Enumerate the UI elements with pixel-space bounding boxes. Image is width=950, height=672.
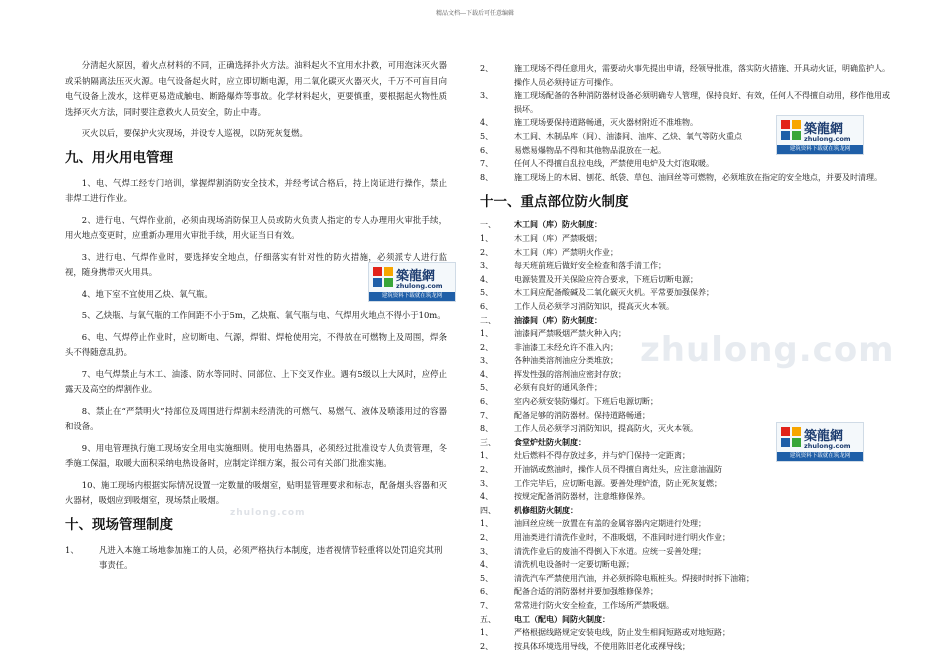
item-number: 2、	[480, 64, 494, 73]
subsection-title-text: 机修组防火制度：	[514, 504, 578, 515]
subsection-number: 四、	[480, 505, 496, 515]
list-item	[480, 585, 890, 599]
item-text: 挥发性强的溶剂油应密封存放；	[514, 369, 626, 379]
item-number: 5、	[480, 573, 494, 583]
item-text: 施工现场不得任意用火，需要动火事先提出申请，经领导批准，落实防火措施、开具动火证，明确监护人。操作人员必须持证方可操作。	[514, 64, 890, 87]
item-text: 严格根据线路规定安装电线，防止发生相间短路或对地短路；	[514, 628, 730, 638]
list-item	[480, 89, 890, 116]
list-item	[480, 395, 890, 409]
item-text: 每天班前班后做好安全检查和落手清工作；	[514, 261, 666, 271]
subsection-title-text: 电工（配电）间防火制度：	[514, 613, 610, 624]
item-number: 8、	[480, 424, 494, 434]
item-number: 1、	[480, 329, 494, 339]
list-item: 9、用电管理执行施工现场安全用电实施细则。使用电热器具，必须经过批准设专人负责管理，冬季施工保温，取暖大面积采纳电热设备时，应制定详细方案，报公司有关部门批准实施。	[65, 442, 447, 468]
zhulong-logo	[776, 115, 864, 155]
item-number: 2、	[480, 641, 494, 651]
subsection-number: 五、	[480, 614, 496, 624]
item-text: 配备足够的消防器材。保持道路畅通；	[514, 410, 650, 420]
item-text: 清洗作业后的废油不得倒入下水道。应统一妥善处理；	[514, 546, 706, 556]
zhulong-logo	[368, 262, 456, 302]
list-item	[480, 477, 890, 491]
item-number: 6、	[480, 301, 494, 311]
intro-paragraph-2: 灭火以后，要保护火灾现场，并设专人巡视，以防死灰复燃。	[81, 128, 308, 138]
item-number: 1、	[480, 628, 494, 638]
list-item	[65, 543, 447, 574]
item-text: 按具体环境选用导线，不使用陈旧老化或裸导线；	[514, 641, 690, 651]
item-number: 2、	[480, 533, 494, 542]
item-text: 木工间（库）严禁吸烟；	[514, 233, 602, 243]
list-item: 2、进行电、气焊作业前，必须由现场消防保卫人员或防火负责人指定的专人办理用火审批手续，用火地点变更时，应重新办理用火审批手续，用火证当日有效。	[65, 214, 447, 240]
page-header: 精品文档---下载后可任意编辑	[435, 10, 515, 17]
zhulong-logo	[776, 422, 864, 462]
item-text: 非油漆工未经允许不准入内；	[514, 342, 618, 352]
item-number: 2、	[480, 465, 494, 475]
item-text: 配备合适的消防器材并要加强维修保养；	[514, 587, 658, 597]
item-text: 清洗机电设备时一定要切断电源；	[514, 560, 634, 570]
item-text: 工作人员必须学习消防知识，提高灭火本领。	[514, 301, 674, 311]
item-number: 2、	[480, 247, 494, 257]
item-text: 清洗汽车严禁使用汽油，并必须拆除电瓶桩头。焊接时时拆下油箱；	[514, 573, 754, 583]
list-item: 1、电、气焊工经专门培训，掌握焊割消防安全技术，并经考试合格后，持上岗证进行操作，禁止非焊工进行作业。	[65, 177, 447, 203]
left-column	[65, 58, 447, 574]
item-number: 1、	[480, 233, 494, 243]
list-item: 7、电气焊禁止与木工、油漆、防水等同时、同部位、上下交叉作业。遇有5级以上大风时，应停止露天及高空的焊割作业。	[65, 368, 447, 394]
item-number: 4、	[480, 560, 494, 570]
item-text: 施工现场上的木屑、刨花、纸袋、草包、油回丝等可燃物，必须堆放在指定的安全地点，并要及时清理。	[514, 172, 882, 182]
item-text: 电源装置及开关保险应符合要求，下班后切断电源；	[514, 274, 698, 284]
item-text: 开油锅或熬油时，操作人员不得擅自离灶头，应注意油温防	[514, 465, 722, 475]
item-number: 1、	[480, 451, 494, 461]
item-text: 木工间、木制品库（间）、油漆间、油库、乙炔、氧气等防火重点	[514, 131, 742, 141]
item-number: 4、	[480, 369, 494, 379]
list-item	[480, 381, 890, 395]
item-text: 室内必须安装防爆灯。下班后电源切断；	[514, 397, 658, 407]
list-item: 10、施工现场内根据实际情况设置一定数量的吸烟室，贴明显管理要求和标志，配备烟头容器和灭火器材，吸烟应到吸烟室，现场禁止吸烟。	[65, 479, 447, 505]
item-number: 4、	[480, 492, 494, 502]
list-item: 5、乙炔瓶、与氧气瓶的工作间距不小于5m，乙炔瓶、氧气瓶与电、气焊用火地点不得小于10m。	[81, 310, 446, 320]
item-text: 工作人员必须学习消防知识，提高防火，灭火本领。	[514, 424, 698, 434]
list-item	[480, 286, 890, 300]
logo-name: 築龍網	[396, 269, 436, 284]
list-item	[480, 640, 890, 654]
logo-site: zhulong.com	[804, 135, 851, 143]
item-number: 1、	[65, 544, 79, 555]
list-item	[480, 273, 890, 287]
item-text: 按规定配备消防器材，注意维修保养。	[514, 492, 650, 502]
list-item	[480, 531, 890, 545]
subsection-title	[480, 613, 890, 627]
list-item	[480, 259, 890, 273]
list-item: 6、电、气焊停止作业时，应切断电、气源，焊钳、焊枪使用完，不得放在可燃物上及周围，焊条头不得随意乱扔。	[65, 331, 447, 357]
item-number: 2、	[480, 342, 494, 352]
item-number: 5、	[480, 383, 494, 393]
item-number: 1、	[480, 519, 494, 529]
logo-banner: 建筑资料下载就在筑龙网	[369, 292, 455, 301]
item-text: 施工现场配备的各种消防器材设备必须明确专人管理，保持良好、有效，任何人不得擅自动用，移作他用或损坏。	[514, 91, 890, 114]
item-text: 施工现场要保持道路畅通，灭火器材附近不准堆物。	[514, 118, 698, 128]
item-number: 4、	[480, 274, 494, 284]
item-number: 5、	[480, 131, 494, 141]
section-10-items	[65, 543, 447, 574]
logo-site: zhulong.com	[396, 282, 443, 290]
list-item	[480, 463, 890, 477]
item-text: 木工间（库）严禁明火作业；	[514, 247, 618, 257]
item-number: 3、	[480, 478, 494, 488]
subsection-title	[480, 504, 890, 518]
item-number: 7、	[480, 410, 494, 420]
item-text: 任何人不得擅自乱拉电线，严禁使用电炉及大灯泡取暖。	[514, 159, 714, 169]
subsection-number: 三、	[480, 437, 496, 447]
logo-banner: 建筑资料下载就在筑龙网	[777, 145, 863, 154]
list-item	[480, 300, 890, 314]
subsection-title-text: 油漆间（库）防火制度：	[514, 314, 602, 325]
list-item	[480, 626, 890, 640]
item-number: 6、	[480, 397, 494, 407]
list-item	[480, 157, 890, 171]
section-10-title: 十、现场管理制度	[65, 516, 173, 533]
item-text: 凡进入本施工场地参加施工的人员，必须严格执行本制度，违者视情节轻重将以处罚追究其刑事责任。	[99, 544, 443, 570]
item-text: 易燃易爆物品不得和其他物品混放在一起。	[514, 145, 666, 155]
list-item	[480, 545, 890, 559]
item-number: 3、	[480, 91, 494, 101]
section-9-items	[65, 176, 447, 509]
logo-name: 築龍網	[804, 429, 844, 444]
list-item	[480, 517, 890, 531]
list-item	[480, 409, 890, 423]
list-item	[480, 232, 890, 246]
item-number: 4、	[480, 118, 494, 128]
item-number: 5、	[480, 288, 494, 298]
logo-name: 築龍網	[804, 122, 844, 137]
list-item	[480, 558, 890, 572]
item-number: 7、	[480, 159, 494, 169]
list-item	[480, 572, 890, 586]
subsection-title	[480, 218, 890, 232]
item-number: 3、	[480, 356, 494, 366]
item-text: 工作完毕后，应切断电源。要善处理炉渣，防止死灰复燃；	[514, 478, 722, 488]
list-item	[480, 490, 890, 504]
logo-mark-icon	[372, 266, 394, 288]
list-item: 8、禁止在“严禁明火”持部位及周围进行焊割未经清洗的可燃气、易燃气、液体及喷漆用过的容器和设备。	[65, 405, 447, 431]
subsection-number: 一、	[480, 220, 496, 230]
logo-mark-icon	[780, 119, 802, 141]
subsection-number: 二、	[480, 315, 496, 325]
watermark-small: zhulong.com	[230, 508, 306, 518]
intro-paragraph-1: 分清起火原因，着火点材料的不同，正确选择扑火方法。油料起火不宜用水扑救，可用泡沫灭火器或采钠隔离法压灭火源。电气设备起火时，应立即切断电源，用二氧化碳灭火器灭火，千万不可盲目向电气设备上泼水，这样更易造成触电、断路爆炸等事故。化学材料起火，更要慎重，要根据起火物性质选择灭火方法，同时要注意救火人员安全，防止中毒。	[65, 60, 447, 117]
item-text: 必须有良好的通风条件；	[514, 383, 602, 393]
subsection-title	[480, 314, 890, 328]
list-item	[480, 599, 890, 613]
subsection-title-text: 木工间（库）防火制度：	[514, 219, 602, 230]
section-11-title: 十一、重点部位防火制度	[480, 194, 629, 211]
list-item: 3、进行电、气焊作业时，要选择安全地点，仔细落实有针对性的防火措施，必须派专人进行监视，随身携带灭火用具。	[65, 251, 447, 277]
item-number: 3、	[480, 546, 494, 556]
item-number: 6、	[480, 145, 494, 155]
list-item	[480, 171, 890, 185]
item-text: 各种油类溶剂油应分类堆放；	[514, 356, 618, 366]
item-text: 常常进行防火安全检查，工作场所严禁吸烟。	[514, 600, 674, 610]
item-text: 油回丝应统一放置在有盖的金属容器内定期进行处理；	[514, 519, 706, 529]
logo-site: zhulong.com	[804, 442, 851, 450]
item-text: 灶后燃料不得存放过多，并与炉门保持一定距离；	[514, 451, 690, 461]
subsection-title-text: 食堂炉灶防火制度：	[514, 436, 586, 447]
item-number: 8、	[480, 172, 494, 182]
item-text: 油漆间严禁吸烟严禁火种入内；	[514, 329, 626, 339]
item-text: 用油类进行清洗作业时，不准吸烟，不准同时进行明火作业；	[514, 533, 730, 542]
logo-mark-icon	[780, 426, 802, 448]
item-number: 6、	[480, 587, 494, 597]
list-item: 4、地下室不宜使用乙炔、氧气瓶。	[81, 288, 213, 299]
section-9-title: 九、用火用电管理	[65, 149, 173, 166]
item-number: 7、	[480, 600, 494, 610]
item-text: 木工间应配备酸碱及二氧化碳灭火机。平常要加强保养；	[514, 288, 714, 298]
logo-banner: 建筑资料下载就在筑龙网	[777, 452, 863, 461]
watermark: zhulong.com	[640, 330, 895, 370]
list-item	[480, 246, 890, 260]
item-number: 3、	[480, 261, 494, 271]
list-item	[480, 62, 890, 89]
